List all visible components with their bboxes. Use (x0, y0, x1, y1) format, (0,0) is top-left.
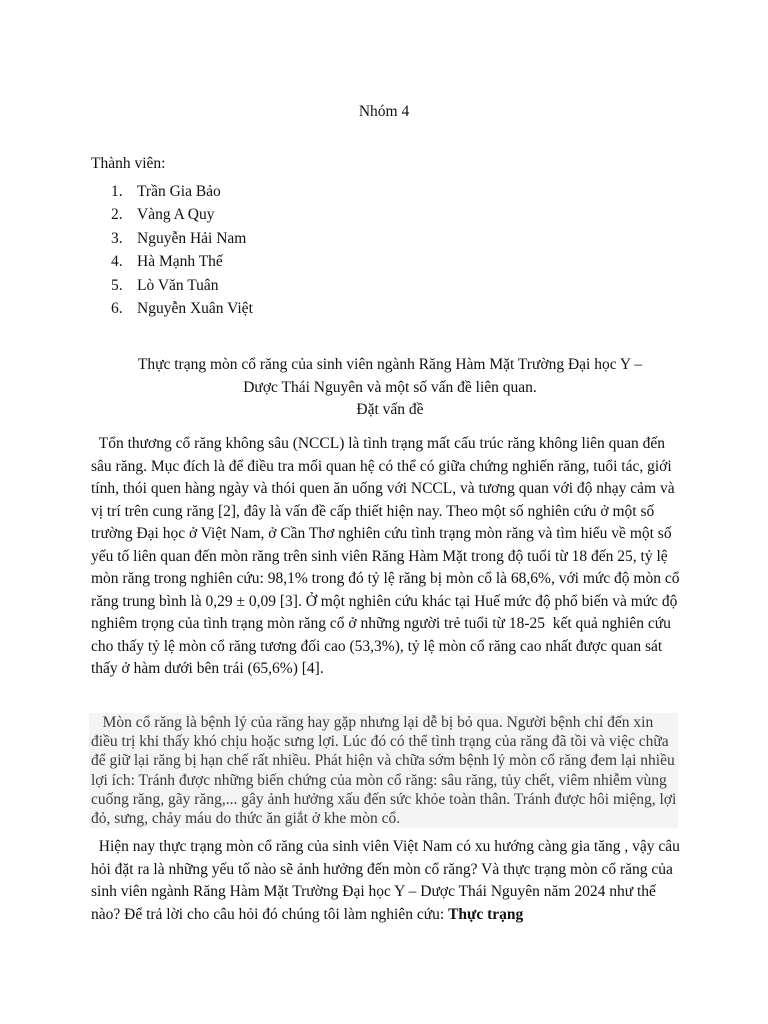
members-label: Thành viên: (91, 155, 166, 172)
member-name: Vàng A Quy (137, 206, 215, 224)
member-item (111, 298, 253, 321)
highlighted-paragraph: Mòn cổ răng là bệnh lý của răng hay gặp nhưng lại dễ bị bỏ qua. Người bệnh chỉ đến xin điều trị khi thấy khó chịu hoặc sưng lợi. Lúc đó có thể tình trạng của răng đã tồi và việc chữa để giữ lại răng bị hạn chế rất nhiều. Phát hiện và chữa sớm bệnh lý mòn cổ răng đem lại nhiều lợi ích: Tránh được những biến chứng của mòn cổ răng: sâu răng, tủy chết, viêm nhiễm vùng cuống răng, gãy răng,... gây ảnh hưởng xấu đến sức khỏe toàn thân. Tránh được hôi miệng, lợi đỏ, sưng, chảy máu do thức ăn giắt ở khe mòn cổ. (91, 714, 681, 828)
member-item (111, 181, 253, 204)
member-number: 2. (111, 206, 123, 224)
member-name: Hà Mạnh Thế (137, 253, 223, 271)
body-paragraph (91, 836, 689, 926)
member-name: Trần Gia Bảo (137, 183, 221, 200)
member-item (111, 228, 253, 251)
bold-text: Thực trạng (448, 905, 524, 923)
paper-title-line: Thực trạng mòn cổ răng của sinh viên ngành Răng Hàm Mặt Trường Đại học Y – (137, 356, 643, 373)
member-item (111, 251, 253, 274)
member-number: 1. (111, 183, 123, 200)
group-title: Nhóm 4 (358, 103, 410, 120)
paper-title-line: Dược Thái Nguyên và một số vấn đề liên quan. (243, 378, 537, 396)
body-paragraph: Tổn thương cổ răng không sâu (NCCL) là tình trạng mất cấu trúc răng không liên quan đến sâu răng. Mục đích là để điều tra mối quan hệ có thể có giữa chứng nghiến răng, tuổi tác, giới tính, thói quen hàng ngày và thói quen ăn uống với NCCL, và tương quan với độ nhạy cảm và vị trí trên cung răng [2], đây là vấn đề cấp thiết hiện nay. Theo một số nghiên cứu ở một số trường Đại học ở Việt Nam, ở Cần Thơ nghiên cứu tình trạng mòn răng và tìm hiểu về một số yếu tố liên quan đến mòn răng trên sinh viên Răng Hàm Mặt trong độ tuổi từ 18 đến 25, tỷ lệ mòn răng trong nghiên cứu: 98,1% trong đó tỷ lệ răng bị mòn cổ là 68,6%, với mức độ mòn cổ răng trung bình là 0,29 ± 0,09 [3]. Ở một nghiên cứu khác tại Huế mức độ phổ biến và mức độ nghiêm trọng của tình trạng mòn răng cổ ở những người trẻ tuổi từ 18-25 kết quả nghiên cứu cho thấy tỷ lệ mòn cổ răng tương đối cao (53,3%), tỷ lệ mòn cổ răng cao nhất được quan sát thấy ở hàm dưới bên trái (65,6%) [4]. (91, 435, 684, 677)
member-item (111, 204, 253, 227)
paragraph-text: Hiện nay thực trạng mòn cổ răng của sinh viên Việt Nam có xu hướng càng gia tăng , vậy câu hỏi đặt ra là những yếu tố nào sẽ ảnh hưởng đến mòn cổ răng? Và thực trạng mòn cổ răng của sinh viên ngành Răng Hàm Mặt Trường Đại học Y – Dược Thái Nguyên năm 2024 như thế nào? Để trả lời cho câu hỏi đó chúng tôi làm nghiên cứu: (91, 838, 684, 923)
member-number: 4. (111, 253, 123, 271)
section-heading: Đặt vấn đề (356, 401, 424, 418)
paper-title-block (100, 354, 680, 422)
member-list (111, 181, 253, 321)
member-number: 6. (111, 299, 123, 317)
member-number: 3. (111, 229, 123, 247)
member-item (111, 275, 253, 298)
member-name: Nguyễn Xuân Việt (137, 299, 253, 317)
member-name: Nguyễn Hải Nam (137, 229, 247, 247)
member-number: 5. (111, 276, 123, 294)
member-name: Lò Văn Tuân (137, 276, 219, 294)
